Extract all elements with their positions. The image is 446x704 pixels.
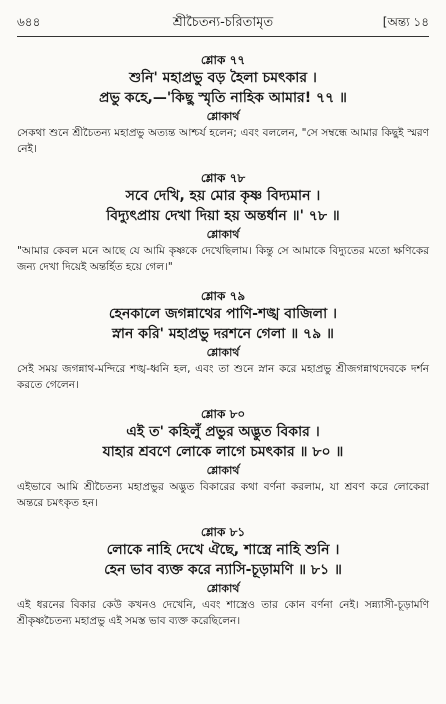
translation-label: শ্লোকার্থ <box>206 464 240 477</box>
verse-section-80 <box>17 407 429 511</box>
verse-line: সবে দেখি, হয় মোর কৃষ্ণ বিদ্যমান । <box>125 188 321 204</box>
verse-line: প্রভু কহে,—'কিছু স্মৃতি নাহিক আমার! ৭৭ ॥ <box>99 90 347 106</box>
verse-line: বিদ্যুৎপ্রায় দেখা দিয়া হয় অন্তর্ধান ॥' ৭৮ ॥ <box>106 208 340 224</box>
verse-section-79 <box>17 289 429 393</box>
translation-label: শ্লোকার্থ <box>206 110 240 123</box>
verse-line: এই ত' কহিলুঁ প্রভুর অদ্ভুত বিকার । <box>126 424 320 440</box>
translation-text: এই ধরনের বিকার কেউ কখনও দেখেনি, এবং শাস্ত্রেও তার কোন বর্ণনা নেই। সন্ন্যাসী-চূড়ামণি শ্রীকৃষ্ণচৈতন্য মহাপ্রভু এই সমস্ত ভাব ব্যক্ত করেছিলেন। <box>17 599 429 627</box>
translation-text: সেই সময় জগন্নাথ-মন্দিরে শঙ্খ-ধ্বনি হল, এবং তা শুনে স্নান করে মহাপ্রভু শ্রীজগন্নাথদেবকে দর্শন করতে গেলেন। <box>17 363 429 391</box>
page-header <box>17 10 429 37</box>
translation-label: শ্লোকার্থ <box>206 346 240 359</box>
book-title: শ্রীচৈতন্য-চরিতামৃত <box>172 15 274 30</box>
verse-line: শুনি' মহাপ্রভু বড় হৈলা চমৎকার । <box>129 70 317 86</box>
verse-label: শ্লোক ৮১ <box>200 525 246 539</box>
verse-line: যাহার শ্রবণে লোকে লাগে চমৎকার ॥ ৮০ ॥ <box>102 444 344 460</box>
chapter-marker: [অন্ত্য ১৪ <box>382 15 429 29</box>
verse-label: শ্লোক ৭৭ <box>200 53 246 67</box>
translation-label: শ্লোকার্থ <box>206 228 240 241</box>
verse-line: স্নান করি' মহাপ্রভু দরশনে গেলা ॥ ৭৯ ॥ <box>112 326 334 342</box>
translation-text: সেকথা শুনে শ্রীচৈতন্য মহাপ্রভু অত্যন্ত আশ্চর্য হলেন; এবং বললেন, "সে সম্বন্ধে আমার কিছুই স্মরণ নেই। <box>17 127 429 155</box>
verse-line: লোকে নাহি দেখে ঐছে, শাস্ত্রে নাহি শুনি । <box>106 542 340 558</box>
verse-line: হেন ভাব ব্যক্ত করে ন্যাসি-চূড়ামণি ॥ ৮১ ॥ <box>104 562 342 578</box>
verse-section-78 <box>17 171 429 275</box>
translation-text: "আমার কেবল মনে আছে যে আমি কৃষ্ণকে দেখেছিলাম। কিন্তু সে আমাকে বিদ্যুতের মতো ক্ষণিকের জন্য দেখা দিয়েই অন্তর্হিত হয়ে গেল।" <box>17 245 429 273</box>
verse-label: শ্লোক ৭৯ <box>200 289 246 303</box>
translation-label: শ্লোকার্থ <box>206 582 240 595</box>
page-number: ৬৪৪ <box>17 15 41 29</box>
verse-section-81 <box>17 525 429 629</box>
verse-section-77 <box>17 53 429 157</box>
verse-line: হেনকালে জগন্নাথের পাণি-শঙ্খ বাজিলা । <box>108 306 338 322</box>
verse-label: শ্লোক ৭৮ <box>200 171 246 185</box>
translation-text: এইভাবে আমি শ্রীচৈতন্য মহাপ্রভুর অদ্ভুত বিকারের কথা বর্ণনা করলাম, যা শ্রবণ করে লোকেরা অন্তরে চমৎকৃত হন। <box>17 481 429 509</box>
verse-label: শ্লোক ৮০ <box>200 407 246 421</box>
